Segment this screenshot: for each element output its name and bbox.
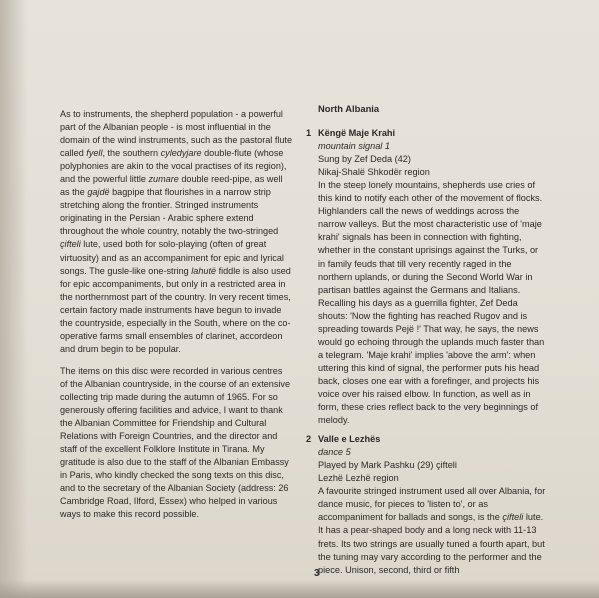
text-run: A favourite stringed instrument used all over Albania, for dance music, for pieces to 'listen to', or as accompaniment for ballads and songs, is the xyxy=(318,486,546,523)
left-column xyxy=(60,108,292,530)
track-performer: Played by Mark Pashku (29) çifteli xyxy=(318,460,457,471)
bottom-shadow xyxy=(0,580,599,598)
track-title: Këngë Maje Krahi xyxy=(318,128,396,139)
text-run: As to instruments, the shepherd population - a powerful part of the Albanian people - is most influential in the domain of the wind instruments, such as the pastoral flute called xyxy=(60,109,293,159)
recording-paragraph: The items on this disc were recorded in various centres of the Albanian countryside, in the course of an extensive collecting trip made during the autumn of 1965. For so generously offering facilities and advice, I want to thank the Albanian Committee for Friendship and Cultural Relations with Foreign Countries, and the director and staff of the excellent Folklore Institute in Tirana. My gratitude is also due to the staff of the Albanian Embassy in Paris, who kindly checked the song texts on this disc, and to the secretary of the Albanian Society (address: 26 Cambridge Road, Ilford, Essex) who helped in various ways to make this record possible. xyxy=(60,365,291,520)
text-run: bagpipe that flourishes in a narrow strip stretching along the frontier. Stringed instruments originating in the Persian - Arabic sphere extend throughout the whole country, notably the two-stringed xyxy=(60,187,279,237)
section-title: North Albania xyxy=(318,103,380,114)
term-fyell: fyell xyxy=(86,148,103,159)
track-description: In the steep lonely mountains, shepherds use cries of this kind to notify each other of the movement of flocks. Highlanders call the news of weddings across the narrow valleys. But the most characteristic use of 'maje krahi' signals has been in connection with fighting, whether in the constant uprisings against the Turks, or in family feuds that till very recently raged in the northern uplands, or during the Second World War in partisan battles against the Germans and Italians. Recalling his days as a guerrilla fighter, Zef Deda shouts: 'Now the fighting has reached Rugov and is spreading towards Pejë !' That way, he says, the news would go echoing through the uplands much faster than a telegram. 'Maje krahi' implies 'above the arm': when uttering this kind of signal, the performer puts his head back, closes one ear with a forefinger, and projects his voice over his raised elbow. In function, as well as in form, these cries reflect back to the very beginnings of melody. xyxy=(318,180,545,426)
gutter-shadow xyxy=(0,0,28,598)
text-run: double-flute (whose polyphonies are akin to the vocal practises of its region), and the powerful little xyxy=(60,148,287,185)
text-run: fiddle is also used for epic accompaniments, but only in a restricted area in the northernmost part of the country. In very recent times, certain factory made instruments have begun to invade the countryside, especially in the South, where on the co-operative farms small ensembles of clarinet, accordeon and drum begin to be popular. xyxy=(60,265,291,354)
track-2 xyxy=(306,433,546,577)
term-ciftelli: çifteli xyxy=(60,239,81,250)
text-run: , the southern xyxy=(102,148,161,159)
track-title: Valle e Lezhës xyxy=(318,434,381,445)
track-region: Lezhë Lezhë region xyxy=(318,473,399,484)
instruments-paragraph xyxy=(60,108,292,356)
track-number: 1 xyxy=(306,128,312,139)
track-1 xyxy=(306,127,546,427)
page-number: 3 xyxy=(314,568,320,579)
track-number: 2 xyxy=(306,434,312,445)
track-region: Nikaj-Shalë Shkodër region xyxy=(318,167,430,178)
track-type: mountain signal 1 xyxy=(318,141,391,152)
term-lahute: lahutë xyxy=(191,265,217,276)
term-cyledyjare: cyledyjare xyxy=(160,148,202,159)
term-ciftelli: çifteli xyxy=(502,512,524,523)
track-description xyxy=(306,485,546,576)
text-run: lute, used both for solo-playing (often of great virtuosity) and as an accompaniment for epic and lyrical songs. The gusle-like one-string xyxy=(60,239,284,276)
text-run: lute. It has a pear-shaped body and a long neck with 11-13 frets. Its two strings are usually tuned a fourth apart, but the tuning may vary according to the performer and the piece. Unison, second, third or fifth xyxy=(318,512,545,575)
right-column xyxy=(306,102,546,583)
track-type: dance 5 xyxy=(318,447,351,458)
term-zumare: zumare xyxy=(148,174,179,185)
term-gajde: gajdë xyxy=(87,187,110,198)
track-performer: Sung by Zef Deda (42) xyxy=(318,154,411,165)
text-run: double reed-pipe, as well as the xyxy=(60,174,283,198)
